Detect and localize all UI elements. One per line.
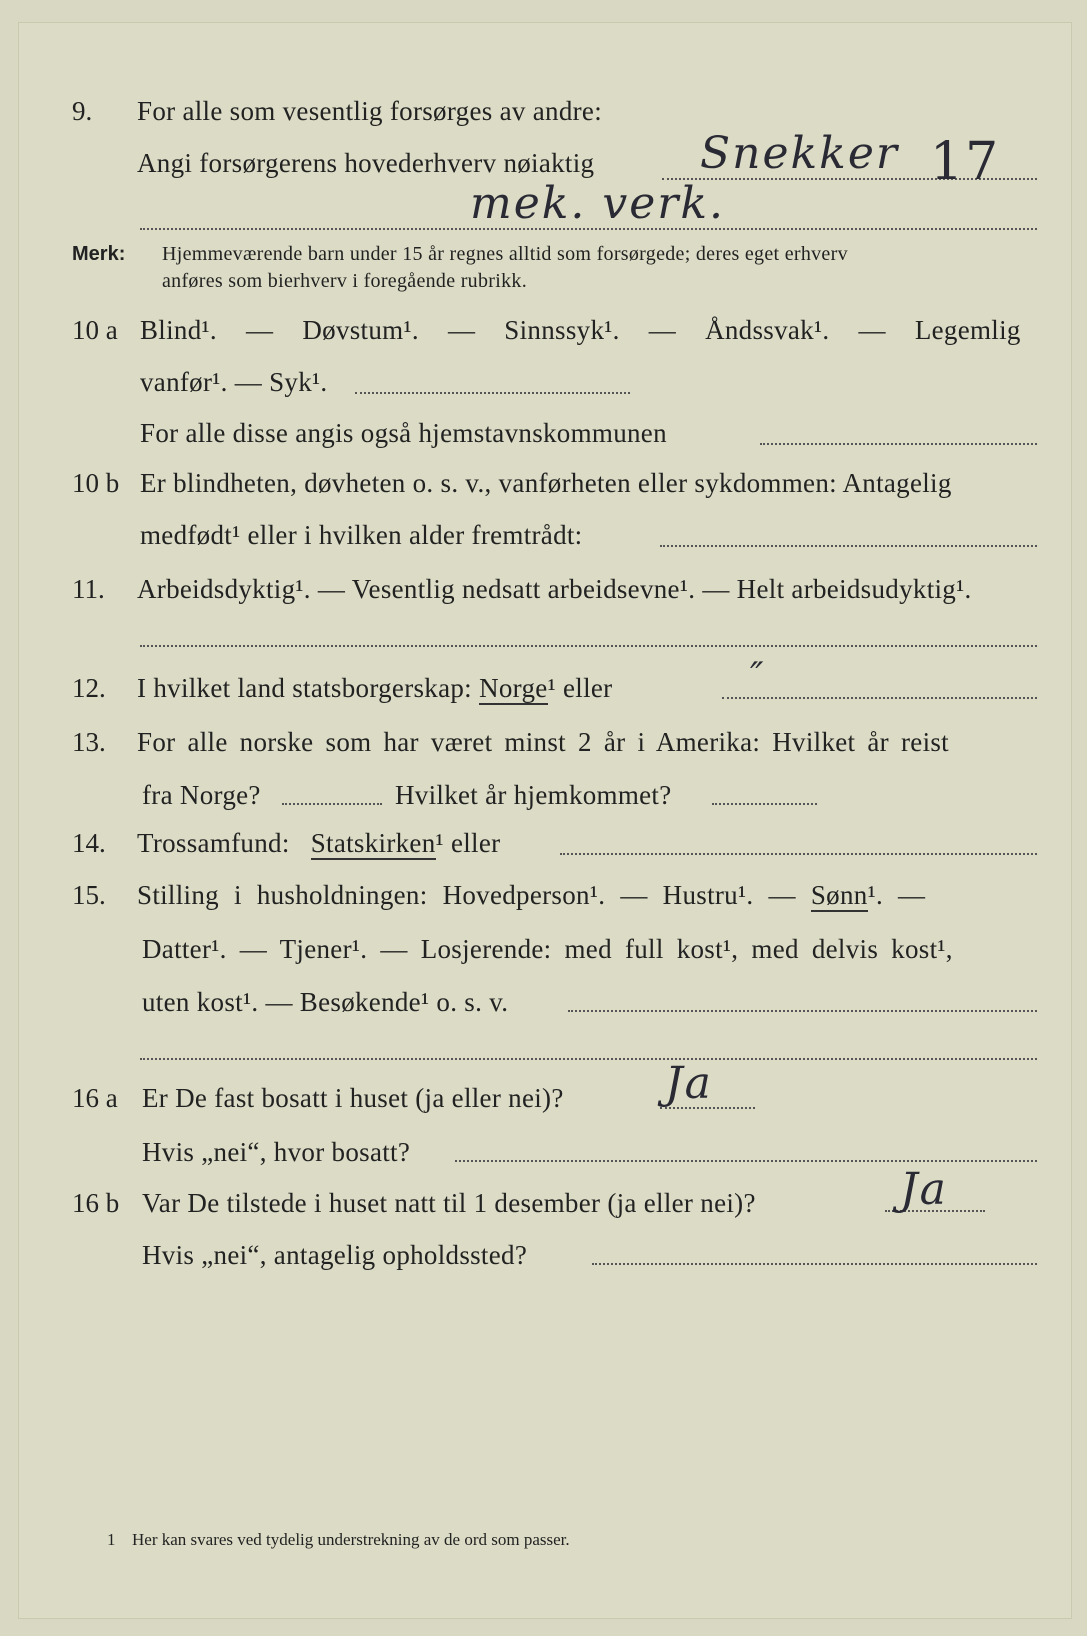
q10a-number: 10 a <box>72 315 118 345</box>
footnote-text: Her kan svares ved tydelig understrekning av de ord som passer. <box>132 1530 570 1549</box>
q16b-number: 16 b <box>72 1188 120 1218</box>
q15-number: 15. <box>72 880 106 910</box>
q10b-line2: medfødt¹ eller i hvilken alder fremtrådt: <box>140 520 583 550</box>
q14-line <box>137 828 500 859</box>
q9-line1: For alle som vesentlig forsørges av andre: <box>137 96 602 126</box>
q11-answer-line <box>140 645 1037 647</box>
q13-reist-line <box>282 803 382 805</box>
q10b-answer-line <box>660 545 1037 547</box>
q9-number: 9. <box>72 96 93 126</box>
q16a-line2: Hvis „nei“, hvor bosatt? <box>142 1137 411 1167</box>
q15-answer-line <box>568 1010 1037 1012</box>
q15-line2: Datter¹. — Tjener¹. — Losjerende: med full kost¹, med delvis kost¹, <box>142 934 953 964</box>
q13-line2a: fra Norge? <box>142 780 261 810</box>
q9-line2: Angi forsørgerens hovederhverv nøiaktig <box>137 148 595 178</box>
q16b-line1: Var De tilstede i huset natt til 1 desember (ja eller nei)? <box>142 1188 756 1218</box>
q14-statskirken: Statskirken <box>310 828 436 858</box>
q10a-line3: For alle disse angis også hjemstavnskommunen <box>140 418 667 448</box>
q12-pre: I hvilket land statsborgerskap: <box>137 673 472 703</box>
q12-line <box>137 673 612 704</box>
footnote-mark: 1 <box>107 1530 116 1549</box>
q15-sonn: Sønn <box>810 880 868 910</box>
q16a-bosatt-line <box>455 1160 1037 1162</box>
q11-number: 11. <box>72 574 105 604</box>
q16a-answer-handwriting: Ja <box>665 1058 713 1109</box>
q16a-line1: Er De fast bosatt i huset (ja eller nei)? <box>142 1083 564 1113</box>
q14-answer-line <box>560 853 1037 855</box>
q10a-line1: Blind¹. — Døvstum¹. — Sinnssyk¹. — Åndssvak¹. — Legemlig <box>140 315 1021 345</box>
q12-answer-handwriting: ″ <box>750 656 766 697</box>
q14-pre: Trossamfund: <box>137 828 290 858</box>
q15-line1-post: ¹. — <box>867 880 926 910</box>
q13-line2b: Hvilket år hjemkommet? <box>395 780 672 810</box>
q15-line1-pre: Stilling i husholdningen: Hovedperson¹. — Hustru¹. — <box>137 880 796 910</box>
merk-label: Merk: <box>72 243 126 265</box>
q12-answer-line <box>722 697 1037 699</box>
q10b-line1: Er blindheten, døvheten o. s. v., vanførheten eller sykdommen: Antagelig <box>140 468 952 498</box>
q14-number: 14. <box>72 828 106 858</box>
q9-mark-handwriting: 17 <box>930 132 1001 192</box>
q11-line1: Arbeidsdyktig¹. — Vesentlig nedsatt arbeidsevne¹. — Helt arbeidsudyktig¹. <box>137 574 972 604</box>
q16b-answer-handwriting: Ja <box>900 1164 948 1215</box>
q16b-line2: Hvis „nei“, antagelig opholdssted? <box>142 1240 528 1270</box>
q13-line1: For alle norske som har været minst 2 år i Amerika: Hvilket år reist <box>137 727 949 757</box>
q13-number: 13. <box>72 727 106 757</box>
q12-norge: Norge <box>479 673 548 703</box>
q12-post: ¹ eller <box>547 673 613 703</box>
q9-answer1-handwriting: Snekker <box>700 128 899 179</box>
merk-line1: Hjemmeværende barn under 15 år regnes alltid som forsørgede; deres eget erhverv <box>162 243 848 265</box>
q10a-answer-line <box>355 392 630 394</box>
q13-hjemkommet-line <box>712 803 817 805</box>
q16b-opholdssted-line <box>592 1263 1037 1265</box>
q14-post: ¹ eller <box>435 828 501 858</box>
q10b-number: 10 b <box>72 468 120 498</box>
q15-line3: uten kost¹. — Besøkende¹ o. s. v. <box>142 987 509 1017</box>
merk-line2: anføres som bierhverv i foregående rubrikk. <box>162 270 527 292</box>
q10a-line2: vanfør¹. — Syk¹. <box>140 367 328 397</box>
q16a-number: 16 a <box>72 1083 118 1113</box>
q12-number: 12. <box>72 673 106 703</box>
q15-line1 <box>137 880 925 911</box>
q9-answer2-handwriting: mek. verk. <box>470 178 725 229</box>
q10a-kommune-line <box>760 443 1037 445</box>
q15-answer-line2 <box>140 1058 1037 1060</box>
